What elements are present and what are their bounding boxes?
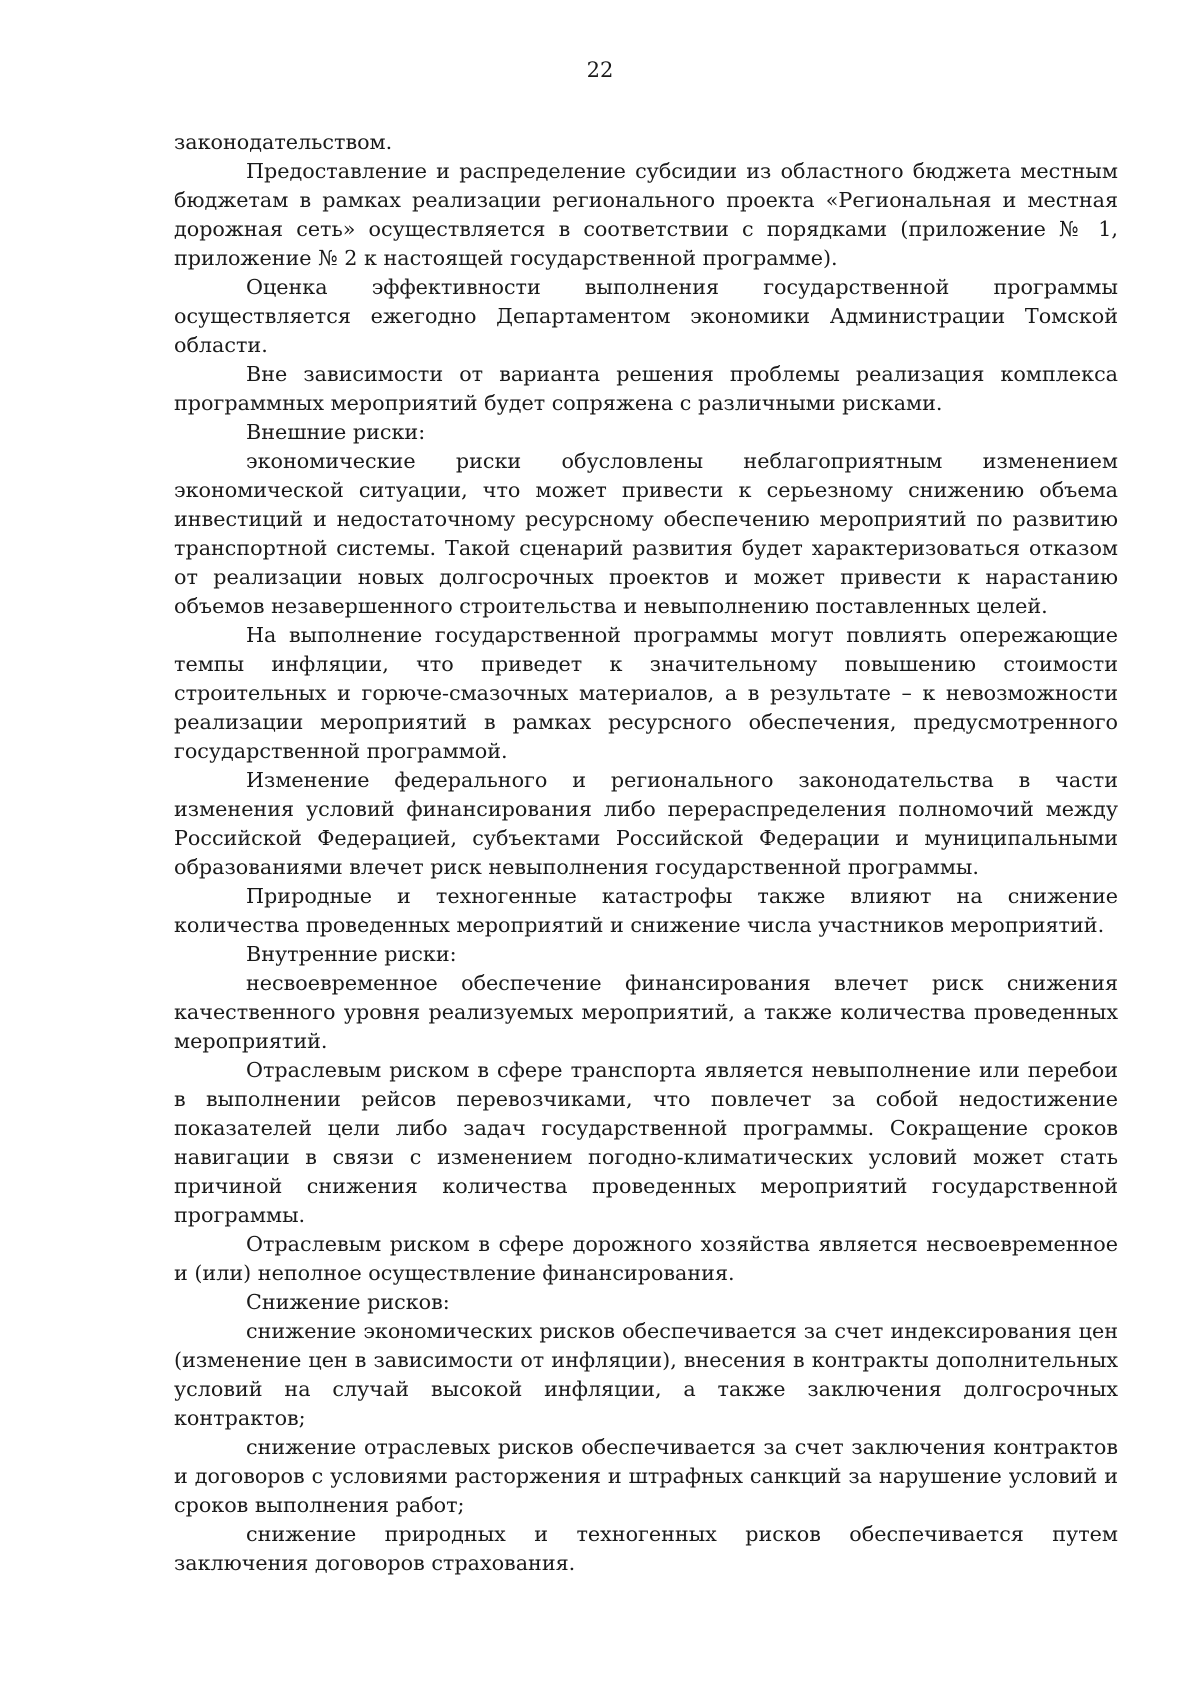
paragraph: Природные и техногенные катастрофы также влияют на снижение количества проведенных мероприятий и снижение числа участников мероприятий. [174,884,1118,937]
paragraph: Изменение федерального и регионального законодательства в части изменения условий финансирования либо перераспределения полномочий между Российской Федерацией, субъектами Российской Федерации и муниципальными образованиями влечет риск невыполнения государственной программы. [174,768,1118,879]
paragraph: Вне зависимости от варианта решения проблемы реализация комплекса программных мероприятий будет сопряжена с различными рисками. [174,362,1118,415]
document-body [174,128,1118,1578]
section-label: Внешние риски: [246,420,426,444]
paragraph: Отраслевым риском в сфере транспорта является невыполнение или перебои в выполнении рейсов перевозчиками, что повлечет за собой недостижение показателей цели либо задач государственной программы. Сокращение сроков навигации в связи с изменением погодно-климатических условий может стать причиной снижения количества проведенных мероприятий государственной программы. [174,1058,1118,1227]
paragraph: законодательством. [174,130,393,154]
paragraph: Оценка эффективности выполнения государственной программы осуществляется ежегодно Департаментом экономики Администрации Томской области. [174,275,1118,357]
section-label: Снижение рисков: [246,1290,450,1314]
paragraph: Предоставление и распределение субсидии из областного бюджета местным бюджетам в рамках реализации регионального проекта «Региональная и местная дорожная сеть» осуществляется в соответствии с порядками (приложение № 1, приложение № 2 к настоящей государственной программе). [174,159,1118,270]
paragraph: снижение отраслевых рисков обеспечивается за счет заключения контрактов и договоров с условиями расторжения и штрафных санкций за нарушение условий и сроков выполнения работ; [174,1435,1118,1517]
paragraph: снижение экономических рисков обеспечивается за счет индексирования цен (изменение цен в зависимости от инфляции), внесения в контракты дополнительных условий на случай высокой инфляции, а также заключения долгосрочных контрактов; [174,1319,1118,1430]
section-label: Внутренние риски: [246,942,457,966]
paragraph: Отраслевым риском в сфере дорожного хозяйства является несвоевременное и (или) неполное осуществление финансирования. [174,1232,1118,1285]
paragraph: На выполнение государственной программы могут повлиять опережающие темпы инфляции, что приведет к значительному повышению стоимости строительных и горюче-смазочных материалов, а в результате – к невозможности реализации мероприятий в рамках ресурсного обеспечения, предусмотренного государственной программой. [174,623,1118,763]
paragraph: несвоевременное обеспечение финансирования влечет риск снижения качественного уровня реализуемых мероприятий, а также количества проведенных мероприятий. [174,971,1118,1053]
page-number: 22 [586,58,614,82]
paragraph: снижение природных и техногенных рисков обеспечивается путем заключения договоров страхования. [174,1522,1118,1575]
paragraph: экономические риски обусловлены неблагоприятным изменением экономической ситуации, что может привести к серьезному снижению объема инвестиций и недостаточному ресурсному обеспечению мероприятий по развитию транспортной системы. Такой сценарий развития будет характеризоваться отказом от реализации новых долгосрочных проектов и может привести к нарастанию объемов незавершенного строительства и невыполнению поставленных целей. [174,449,1118,618]
